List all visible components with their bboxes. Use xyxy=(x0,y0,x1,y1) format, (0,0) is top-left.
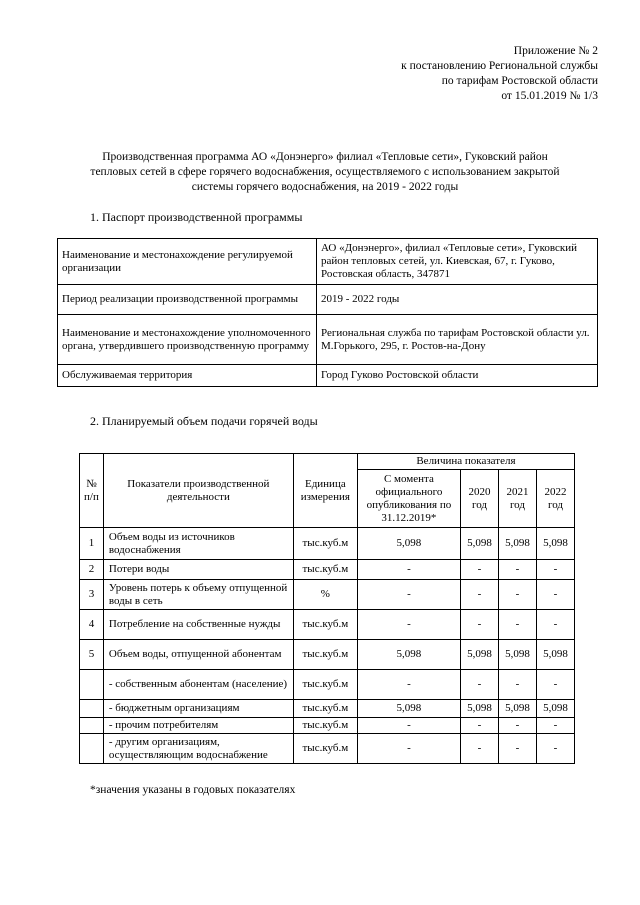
row-value: 5,098 xyxy=(536,700,574,718)
row-value: 5,098 xyxy=(460,528,498,560)
header-indicator: Показатели производственной деятельности xyxy=(103,454,293,528)
passport-label: Период реализации производственной программы xyxy=(58,285,317,315)
row-name: Уровень потерь к объему отпущенной воды в сеть xyxy=(103,580,293,610)
row-value: - xyxy=(460,718,498,734)
annex-line: к постановлению Региональной службы xyxy=(401,60,598,72)
row-name: Объем воды, отпущенной абонентам xyxy=(103,640,293,670)
row-num xyxy=(80,718,104,734)
passport-label: Наименование и местонахождение регулируемой организации xyxy=(58,239,317,285)
row-name: Потери воды xyxy=(103,560,293,580)
passport-value: Город Гуково Ростовской области xyxy=(317,365,598,387)
row-name: Объем воды из источников водоснабжения xyxy=(103,528,293,560)
row-value: 5,098 xyxy=(357,640,460,670)
row-value: - xyxy=(357,734,460,764)
row-num xyxy=(80,734,104,764)
row-value: - xyxy=(536,560,574,580)
volume-table xyxy=(79,453,575,764)
row-value: - xyxy=(460,670,498,700)
table-row xyxy=(80,700,575,718)
row-value: 5,098 xyxy=(460,700,498,718)
passport-value: 2019 - 2022 годы xyxy=(317,285,598,315)
table-row xyxy=(80,640,575,670)
annex-line: по тарифам Ростовской области xyxy=(441,75,598,87)
table-row xyxy=(58,285,598,315)
header-row xyxy=(80,454,575,470)
row-value: - xyxy=(460,560,498,580)
row-num xyxy=(80,670,104,700)
row-value: 5,098 xyxy=(498,640,536,670)
header-unit: Единица измерения xyxy=(293,454,357,528)
row-unit: тыс.куб.м xyxy=(293,560,357,580)
table-row xyxy=(80,560,575,580)
row-value: 5,098 xyxy=(498,528,536,560)
passport-label: Обслуживаемая территория xyxy=(58,365,317,387)
header-2020: 2020 год xyxy=(460,470,498,528)
row-value: - xyxy=(498,580,536,610)
row-value: 5,098 xyxy=(536,640,574,670)
title-line: системы горячего водоснабжения, на 2019 - 2022 годы xyxy=(191,181,459,193)
annex-line: Приложение № 2 xyxy=(513,45,598,57)
table-row xyxy=(80,734,575,764)
table-row xyxy=(80,610,575,640)
row-value: - xyxy=(357,718,460,734)
row-value: - xyxy=(498,610,536,640)
passport-value: Региональная служба по тарифам Ростовской области ул. М.Горького, 295, г. Ростов-на-Дону xyxy=(317,315,598,365)
annex-block xyxy=(401,44,598,104)
row-num: 2 xyxy=(80,560,104,580)
row-value: 5,098 xyxy=(498,700,536,718)
document-title xyxy=(60,150,590,195)
row-value: - xyxy=(498,560,536,580)
table-row xyxy=(80,528,575,560)
passport-label: Наименование и местонахождение уполномоченного органа, утвердившего производственную программу xyxy=(58,315,317,365)
row-value: - xyxy=(536,670,574,700)
row-value: - xyxy=(357,580,460,610)
row-unit: тыс.куб.м xyxy=(293,528,357,560)
table-row xyxy=(58,365,598,387)
title-line: тепловых сетей в сфере горячего водоснабжения, осуществляемого с использованием закрытой xyxy=(90,166,560,178)
row-unit: тыс.куб.м xyxy=(293,734,357,764)
table-row xyxy=(80,580,575,610)
row-value: 5,098 xyxy=(357,528,460,560)
row-value: - xyxy=(498,734,536,764)
passport-table xyxy=(57,238,598,387)
row-value: 5,098 xyxy=(357,700,460,718)
header-value-group: Величина показателя xyxy=(357,454,574,470)
row-value: - xyxy=(536,718,574,734)
row-value: - xyxy=(460,580,498,610)
row-value: - xyxy=(498,718,536,734)
row-value: - xyxy=(536,580,574,610)
title-line: Производственная программа АО «Донэнерго» филиал «Тепловые сети», Гуковский район xyxy=(102,151,548,163)
row-value: - xyxy=(460,734,498,764)
row-name: - собственным абонентам (население) xyxy=(103,670,293,700)
row-unit: тыс.куб.м xyxy=(293,700,357,718)
header-num: № п/п xyxy=(80,454,104,528)
header-since: С момента официального опубликования по 31.12.2019* xyxy=(357,470,460,528)
footnote: *значения указаны в годовых показателях xyxy=(90,784,296,796)
row-value: - xyxy=(536,610,574,640)
row-name: - другим организациям, осуществляющим водоснабжение xyxy=(103,734,293,764)
table-row xyxy=(58,315,598,365)
row-value: - xyxy=(357,670,460,700)
row-unit: тыс.куб.м xyxy=(293,610,357,640)
row-value: - xyxy=(536,734,574,764)
table-row xyxy=(80,670,575,700)
passport-value: АО «Донэнерго», филиал «Тепловые сети», Гуковский район тепловых сетей, ул. Киевская, 67, г. Гуково, Ростовская область, 347871 xyxy=(317,239,598,285)
row-name: Потребление на собственные нужды xyxy=(103,610,293,640)
row-value: - xyxy=(460,610,498,640)
table-row xyxy=(58,239,598,285)
row-unit: тыс.куб.м xyxy=(293,718,357,734)
row-value: - xyxy=(357,610,460,640)
row-name: - бюджетным организациям xyxy=(103,700,293,718)
row-num xyxy=(80,700,104,718)
row-unit: тыс.куб.м xyxy=(293,670,357,700)
section-1-heading: 1. Паспорт производственной программы xyxy=(90,210,303,224)
row-num: 1 xyxy=(80,528,104,560)
section-2-heading: 2. Планируемый объем подачи горячей воды xyxy=(90,414,318,428)
row-value: - xyxy=(498,670,536,700)
row-value: 5,098 xyxy=(536,528,574,560)
row-unit: % xyxy=(293,580,357,610)
row-unit: тыс.куб.м xyxy=(293,640,357,670)
row-num: 4 xyxy=(80,610,104,640)
row-name: - прочим потребителям xyxy=(103,718,293,734)
row-num: 5 xyxy=(80,640,104,670)
row-num: 3 xyxy=(80,580,104,610)
table-row xyxy=(80,718,575,734)
row-value: - xyxy=(357,560,460,580)
header-2021: 2021 год xyxy=(498,470,536,528)
row-value: 5,098 xyxy=(460,640,498,670)
header-2022: 2022 год xyxy=(536,470,574,528)
annex-line: от 15.01.2019 № 1/3 xyxy=(501,90,598,102)
